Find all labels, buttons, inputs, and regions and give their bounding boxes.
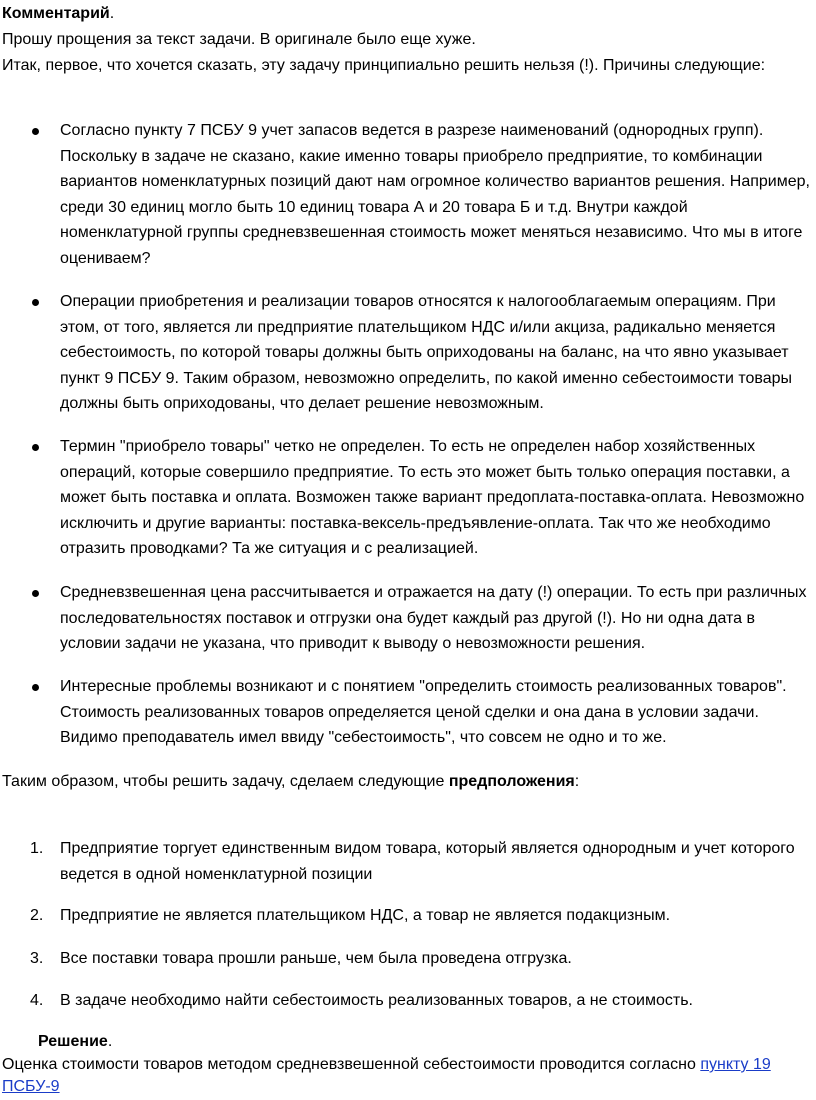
solution-heading	[38, 1030, 112, 1054]
item-number: 4.	[30, 992, 44, 1009]
comment-heading	[2, 2, 114, 26]
assumptions-intro	[2, 770, 579, 794]
item-number: 1.	[30, 840, 44, 857]
intro-line-1: Прошу прощения за текст задачи. В оригинале было еще хуже.	[2, 31, 476, 48]
list-item	[60, 289, 812, 417]
intro-line-2: Итак, первое, что хочется сказать, эту задачу принципиально решить нельзя (!). Причины следующие:	[2, 57, 766, 74]
bullet-icon	[32, 299, 39, 306]
solution-title: Решение	[38, 1033, 108, 1050]
list-item	[30, 988, 812, 1014]
list-item	[60, 580, 812, 657]
bullet-icon	[32, 684, 39, 691]
reason-text: Согласно пункту 7 ПСБУ 9 учет запасов ведется в разрезе наименований (однородных групп). Поскольку в задаче не сказано, какие именно товары приобрело предприятие, то комбинации вариантов номенклатурных позиций дают нам огромное количество вариантов решения. Например, среди 30 единиц могло быть 10 единиц товара А и 20 товара Б и т.д. Внутри каждой номенклатурной группы средневзвешенная стоимость может меняться независимо. Что мы в итоге оцениваем?	[60, 122, 810, 267]
psbu-link[interactable]: пункту 19 ПСБУ-9	[2, 1056, 771, 1095]
reason-text: Операции приобретения и реализации товаров относятся к налогооблагаемым операциям. При этом, от того, является ли предприятие плательщиком НДС и/или акциза, радикально меняется себестоимость, по которой товары должны быть оприходованы на баланс, на что явно указывает пункт 9 ПСБУ 9. Таким образом, невозможно определить, по какой именно себестоимости товары должны быть оприходованы, что делает решение невозможным.	[60, 293, 793, 412]
item-number: 3.	[30, 950, 44, 967]
assumption-text: Все поставки товара прошли раньше, чем была проведена отгрузка.	[60, 950, 572, 967]
bullet-icon	[32, 590, 39, 597]
list-item	[30, 903, 812, 929]
reason-text: Термин "приобрело товары" четко не определен. То есть не определен набор хозяйственных операций, которые совершило предприятие. То есть это может быть только операция поставки, а может быть поставка и оплата. Возможен также вариант предоплата-поставка-оплата. Невозможно исключить и другие варианты: поставка-вексель-предъявление-оплата. Так что же необходимо отразить проводками? Та же ситуация и с реализацией.	[60, 438, 805, 557]
solution-text: Оценка стоимости товаров методом средневзвешенной себестоимости проводится согласно	[2, 1056, 701, 1073]
solution-paragraph	[2, 1054, 812, 1098]
reason-text: Интересные проблемы возникают и с понятием "определить стоимость реализованных товаров". Стоимость реализованных товаров определяется ценой сделки и она дана в условии задачи. Видимо преподаватель имел ввиду "себестоимость", что совсем не одно и то же.	[60, 678, 787, 746]
list-item	[30, 946, 812, 972]
comment-title: Комментарий	[2, 5, 110, 22]
list-item	[60, 434, 812, 562]
comment-title-dot: .	[109, 5, 115, 22]
list-item	[30, 836, 812, 887]
bullet-icon	[32, 444, 39, 451]
assumptions-intro-text: Таким образом, чтобы решить задачу, сделаем следующие	[2, 773, 449, 790]
assumption-text: В задаче необходимо найти себестоимость реализованных товаров, а не стоимость.	[60, 992, 693, 1009]
assumptions-intro-bold: предположения	[448, 773, 575, 790]
solution-title-dot: .	[107, 1033, 113, 1050]
item-number: 2.	[30, 907, 44, 924]
bullet-icon	[32, 128, 39, 135]
list-item	[60, 674, 812, 751]
assumption-text: Предприятие не является плательщиком НДС, а товар не является подакцизным.	[60, 907, 671, 924]
assumptions-intro-colon: :	[574, 773, 580, 790]
reason-text: Средневзвешенная цена рассчитывается и отражается на дату (!) операции. То есть при различных последовательностях поставок и отгрузки она будет каждый раз другой (!). Но ни одна дата в условии задачи не указана, что приводит к выводу о невозможности решения.	[60, 584, 807, 652]
list-item	[60, 118, 812, 271]
assumption-text: Предприятие торгует единственным видом товара, который является однородным и учет которого ведется в одной номенклатурной позиции	[60, 840, 795, 883]
